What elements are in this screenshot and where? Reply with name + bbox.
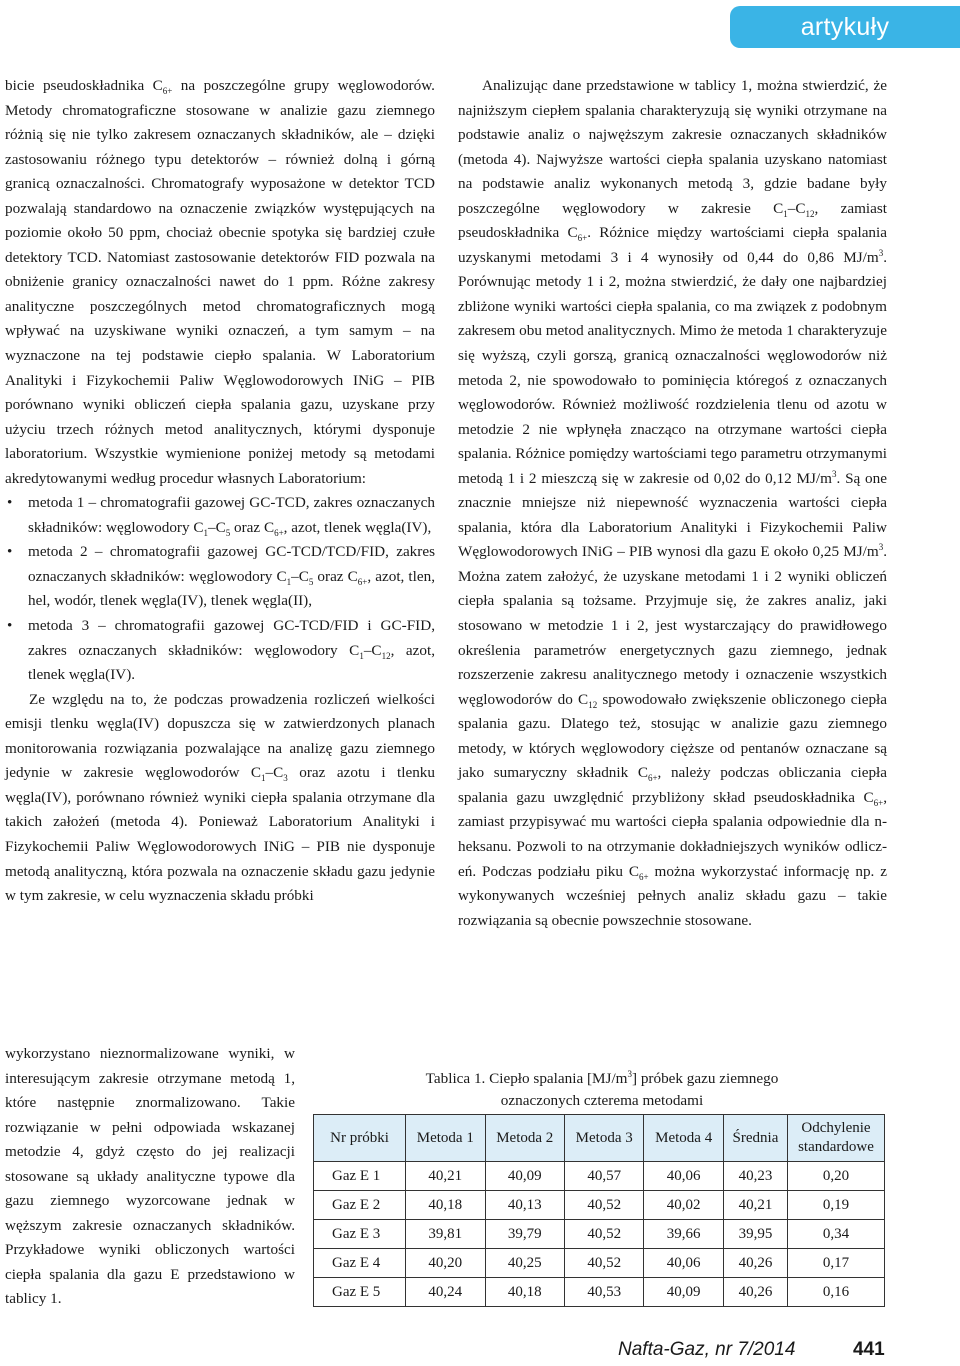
table-cell: 40,21 [723,1191,787,1220]
header-sample: Nr próbki [314,1115,406,1162]
paragraph-method-4: Ze względu na to, że podczas prowadzenia rozliczeń wielkości emisji tlenku węgla(IV) dopuszcza się w zatwierdzonych planach monitorowania rozwiązania pozwalające na analizę gazu ziemnego jedynie w zakresie węglowodorów $C_1-C_3$ oraz azotu i tlenku węgla(IV), porównano również wyniki ciepła spalania otrzymane dla takich założeń (metoda 4). Ponieważ Laboratorium Analityki i Fizykochemii Paliw Węglowodorowych INiG – PIB nie dysponuje metodą analityczną, która pozwala na oznaczenie składu gazu jedynie w tym zakresie, w celu wyznaczenia składu próbki [5,690,435,905]
table-cell: 0,19 [788,1191,885,1220]
right-column [458,74,887,933]
table-cell: 40,52 [564,1220,643,1249]
table-cell: 40,06 [644,1162,723,1191]
table-cell: 40,09 [644,1278,723,1307]
table-cell: 40,53 [564,1278,643,1307]
table-cell: 40,52 [564,1249,643,1278]
header-method-3: Metoda 3 [564,1115,643,1162]
paragraph-analysis: Analizując dane przedstawione w tablicy 1, można stwierdzić, że najniższym ciepłem spalania charakteryzują się wyniki otrzymane na podstawie analiz o najwęższym zakresie oznaczanych składników (metoda 4). Najwyższe wartości ciepła spalania uzyskano natomiast na podstawie analiz wykonanych metodą 3, gdzie badane były poszczególne węglowodory w zakresie $C_1-C_{12}$, zamiast pseudoskładnika $C_{6+}$. Różnice między wartościami ciepła spalania uzyskanymi metodami 3 i 4 wynosiły od 0,44 do 0,86 $MJ/m^3$. Porównując metody 1 i 2, można stwierdzić, że dały one najbardziej zbliżone wyniki wartości ciepła spalania, co ma związek z podobnym zakresem obu metod analitycznych. Mimo że metoda 1 charakteryzuje się wyższą, czyli gorszą, granicą oznaczalności węglowodorów niż metoda 2, nie spowodowało to pominięcia któregoś z oznaczanych węglowodorów. Również możliwość rozdzielenia tlenu od azotu w metodzie 2 nie wpłynęła znacząco na otrzymane wartości ciepła spalania. Różnice pomiędzy wartościami tego parametru otrzymanymi metodą 1 i 2 mieszczą się w zakresie od 0,02 do 0,12 $MJ/m^3$. Są one znacznie mniejsze niż niepewność wyznaczenia wartości ciepła spalania, która dla Laboratorium Analityki i Fizykochemii Paliw Węglowodorowych INiG – PIB wynosi dla gazu E około 0,25 $MJ/m^3$. Można zatem założyć, że uzyskane metodami 1 i 2 wyniki obliczeń ciepła spalania są tożsame. Przyjmuje się, że zakres analiz, jaki stosowano w metodzie 1 i 2, jest wystarczający do prawidłowego określenia parametrów energetycznych gazu ziemnego, jednak rozszerzenie zakresu analitycznego metody i oznaczenie wszystkich węglowodorów do $C_{12}$ spowodowało zwiększenie obliczonego ciepła spalania gazu. Dlatego też, stosując w analizie gazu ziemnego metody, w których węglowodory cięższe od pentanów oznaczane są jako sumaryczny składnik $C_{6+}$, należy podczas obliczania ciepła spalania gazu uwzględnić przybliżony skład pseudoskładnika $C_{6+}$, zamiast przypisywać mu wartości ciepła spalania odpowiednie dla n-heksanu. Pozwoli to na otrzymanie dokładniejszych wyników odliczeń. Podczas podziału piku $C_{6+}$ można wykorzystać informację np. z wykonywanych wcześniej pełnych analiz składu gazu – takie rozwiązania są obecnie powszechnie stosowane. [458,77,887,929]
left-column [5,74,435,909]
table-row [314,1162,885,1191]
paragraph-normalization: wykorzystano nieznormalizowane wyniki, w interesującym zakresie otrzymane metodą 1, które następnie znormalizowano. Takie rozwiązanie w pełni odpowiada wskazanej metodzie 4, gdyż często do jej realizacji stosowane są układy analityczne typowe dla gazu ziemnego wyzorcowane jednak w węższym zakresie oznaczanych składników. Przykładowe wyniki obliczonych wartości ciepła spalania dla gazu E przedstawiono w tablicy 1. [5,1045,295,1308]
header-mean: Średnia [723,1115,787,1162]
table-cell: 40,02 [644,1191,723,1220]
header-std-dev: Odchylenie standardowe [788,1115,885,1162]
section-tag: artykuły [730,6,960,48]
table-cell: 0,20 [788,1162,885,1191]
table-row [314,1278,885,1307]
list-item-method-3: • metoda 3 – chromatografii gazowej GC-TCD/FID i GC-FID, zakres oznaczanych składników: węglowodory $C_1-C_{12}$, azot, tlenek węgla(IV). [5,614,435,688]
table-cell: 40,18 [406,1191,485,1220]
table-cell: Gaz E 3 [314,1220,406,1249]
header-method-4: Metoda 4 [644,1115,723,1162]
list-item-method-1: • metoda 1 – chromatografii gazowej GC-TCD, zakres oznaczanych składników: węglowodory $C_1-C_5$ oraz $C_{6+}$, azot, tlenek węgla(IV), [5,491,435,540]
table-cell: 40,52 [564,1191,643,1220]
table-cell: Gaz E 2 [314,1191,406,1220]
page-number: 441 [853,1339,885,1360]
table-caption-line-2: oznaczonych czterema metodami [500,1092,704,1109]
table-cell: Gaz E 4 [314,1249,406,1278]
table-caption [392,1068,812,1112]
header-method-2: Metoda 2 [485,1115,564,1162]
methods-list [5,491,435,687]
table-cell: 39,66 [644,1220,723,1249]
paragraph-methods: bicie pseudoskładnika $C_{6+}$ na poszczególne grupy węglowodorów. Metody chromatograficzne stosowane w analizie gazu ziemnego różnią się nie tylko zakresem oznaczanych składników, ale – dzięki zastosowaniu różnego typu detektorów – również dolną i górną granicą oznaczalności. Chromatografy wyposażone w detektor TCD pozwalają standardowo na oznaczenie związków występujących na poziomie około 50 ppm, chociaż obecnie spotyka się bardziej czułe detektory TCD. Natomiast zastosowanie detektorów FID pozwala na obniżenie granicy oznaczalności nawet do 1 ppm. Różne zakresy analityczne poszczególnych metod chromatograficznych mogą wpływać na uzyskiwane wyniki oznaczeń, a tym samym – na wyznaczone na tej podstawie ciepło spalania. W Laboratorium Analityki i Fizykochemii Paliw Węglowodorowych INiG – PIB porównano wyniki obliczeń ciepła spalania gazu, uzyskane przy użyciu trzech różnych metod analitycznych, którymi dysponuje laboratorium. Wszystkie wymienione poniżej metody są metodami akredytowanymi według procedur własnych Laboratorium: [5,77,435,487]
list-item-method-2: • metoda 2 – chromatografii gazowej GC-TCD/TCD/FID, zakres oznaczanych składników: węglowodory $C_1-C_5$ oraz $C_{6+}$, azot, tlen, hel, wodór, tlenek węgla(IV), tlenek węgla(II), [5,540,435,614]
table-cell: 39,79 [485,1220,564,1249]
table-row [314,1220,885,1249]
table-cell: 40,06 [644,1249,723,1278]
table-cell: 40,23 [723,1162,787,1191]
left-column-continued [5,1042,295,1312]
table-cell: 0,34 [788,1220,885,1249]
table-cell: 40,26 [723,1278,787,1307]
journal-name: Nafta-Gaz, nr 7/2014 [618,1339,796,1360]
table-cell: Gaz E 5 [314,1278,406,1307]
table-cell: 40,09 [485,1162,564,1191]
table-cell: 40,13 [485,1191,564,1220]
table-row [314,1191,885,1220]
table-cell: 40,20 [406,1249,485,1278]
heat-of-combustion-table [313,1114,885,1307]
table-cell: 40,24 [406,1278,485,1307]
table-cell: 0,16 [788,1278,885,1307]
table-caption-line-1: Tablica 1. Ciepło spalania $[MJ/m^3]$ próbek gazu ziemnego [425,1068,779,1087]
table-row [314,1249,885,1278]
table-cell: 0,17 [788,1249,885,1278]
table-cell: 40,25 [485,1249,564,1278]
header-method-1: Metoda 1 [406,1115,485,1162]
table-cell: Gaz E 1 [314,1162,406,1191]
table-cell: 40,21 [406,1162,485,1191]
table-cell: 40,26 [723,1249,787,1278]
table-cell: 40,18 [485,1278,564,1307]
table-cell: 40,57 [564,1162,643,1191]
table-cell: 39,95 [723,1220,787,1249]
table-cell: 39,81 [406,1220,485,1249]
table-header-row [314,1115,885,1162]
